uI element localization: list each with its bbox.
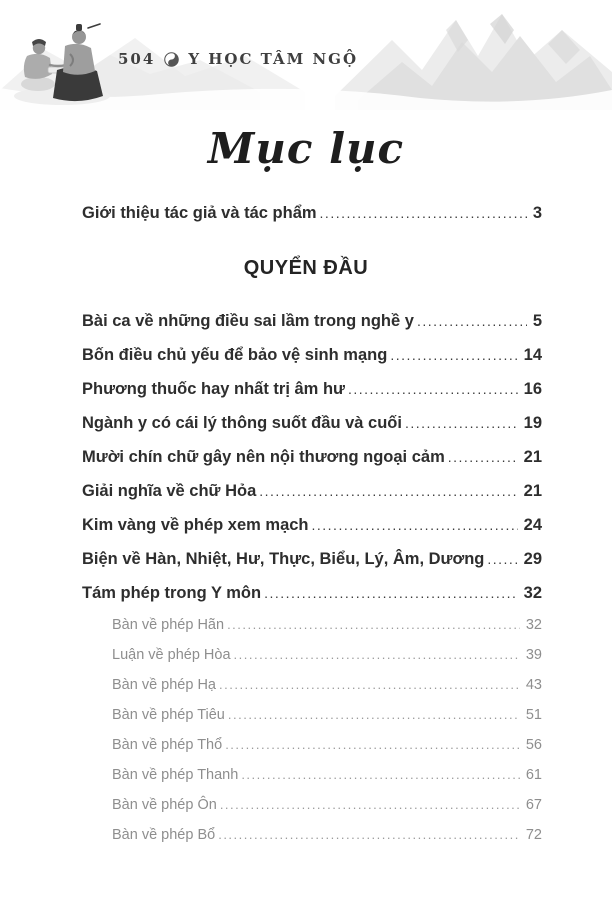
- page-number: 504: [118, 50, 156, 68]
- toc-title: Mục lục: [207, 124, 405, 173]
- toc-entry-page: 39: [525, 647, 542, 663]
- toc-entry-label: Bàn về phép Ôn: [112, 797, 217, 813]
- dot-leader: [448, 440, 518, 474]
- toc-entry-page: 43: [525, 677, 542, 693]
- toc-entry-page: 29: [523, 550, 542, 568]
- toc-entry-label: Bàn về phép Thanh: [112, 767, 239, 783]
- toc-subentry: [0, 760, 612, 790]
- running-header: [118, 50, 358, 68]
- toc-entry-page: 21: [523, 448, 542, 466]
- toc-entry-label: Bàn về phép Hãn: [112, 617, 225, 633]
- toc-entry: [0, 406, 612, 440]
- toc-entry-label: Kim vàng về phép xem mạch: [82, 516, 309, 534]
- toc-entry: [0, 542, 612, 576]
- toc-entry-page: 3: [532, 204, 542, 222]
- dot-leader: [218, 820, 520, 849]
- dot-leader: [228, 700, 520, 729]
- toc-entry-label: Ngành y có cái lý thông suốt đầu và cuối: [82, 414, 402, 432]
- toc-subentry: [0, 640, 612, 670]
- yin-yang-icon: [164, 52, 179, 67]
- book-title: Y HỌC TÂM NGỘ: [188, 50, 359, 68]
- toc-entry-label: Phương thuốc hay nhất trị âm hư: [82, 380, 345, 398]
- toc-entry-page: 24: [523, 516, 542, 534]
- toc-entry: [0, 338, 612, 372]
- toc-entry-page: 67: [525, 797, 542, 813]
- dot-leader: [225, 730, 520, 759]
- toc-entry: [0, 474, 612, 508]
- toc-entry-label: Luận về phép Hòa: [112, 647, 231, 663]
- toc-entry-label: Bàn về phép Hạ: [112, 677, 216, 693]
- toc-entry: [0, 508, 612, 542]
- toc-entry-label: Bài ca về những điều sai lầm trong nghề y: [82, 312, 414, 330]
- toc-subentry: [0, 610, 612, 640]
- toc-entry-page: 32: [523, 584, 542, 602]
- toc-entry-page: 5: [532, 312, 542, 330]
- toc-entry-label: Bàn về phép Tiêu: [112, 707, 225, 723]
- toc-entry: [0, 440, 612, 474]
- toc-entry: [0, 304, 612, 338]
- dot-leader: [264, 576, 518, 610]
- toc-entry-page: 14: [523, 346, 542, 364]
- toc-entry-label: Giải nghĩa về chữ Hỏa: [82, 482, 257, 500]
- page-header: [0, 0, 612, 110]
- toc-entry: [0, 576, 612, 610]
- dot-leader: [219, 670, 520, 699]
- dot-leader: [312, 508, 518, 542]
- toc-entry-label: Bàn về phép Bổ: [112, 827, 216, 843]
- toc-subentry: [0, 670, 612, 700]
- dot-leader: [227, 610, 520, 639]
- dot-leader: [487, 542, 517, 576]
- toc-entry-page: 16: [523, 380, 542, 398]
- toc-subentry: [0, 730, 612, 760]
- toc-entry-page: 21: [523, 482, 542, 500]
- dot-leader: [405, 406, 518, 440]
- toc-entry-label: Biện về Hàn, Nhiệt, Hư, Thực, Biểu, Lý, Âm, Dương: [82, 550, 485, 568]
- toc-entry: [0, 372, 612, 406]
- toc-intro-entry: [0, 201, 612, 225]
- toc-entry-page: 51: [525, 707, 542, 723]
- toc-subentry: [0, 820, 612, 850]
- toc-entry-label: Tám phép trong Y môn: [82, 584, 262, 602]
- toc-entry-label: Bốn điều chủ yếu để bảo vệ sinh mạng: [82, 346, 388, 364]
- toc-entry-page: 56: [525, 737, 542, 753]
- dot-leader: [234, 640, 520, 669]
- toc-list: [0, 304, 612, 850]
- toc-entry-label: Bàn về phép Thổ: [112, 737, 223, 753]
- toc-entry-label: Mười chín chữ gây nên nội thương ngoại cảm: [82, 448, 445, 466]
- toc-subentry: [0, 790, 612, 820]
- toc-entry-page: 19: [523, 414, 542, 432]
- section-heading: QUYỂN ĐẦU: [243, 257, 369, 279]
- dot-leader: [220, 790, 520, 819]
- toc-entry-page: 61: [525, 767, 542, 783]
- pulse-taking-illustration: [4, 8, 124, 108]
- dot-leader: [259, 474, 517, 508]
- toc-subentry: [0, 700, 612, 730]
- dot-leader: [241, 760, 520, 789]
- toc-entry-page: 72: [525, 827, 542, 843]
- toc-entry-label: Giới thiệu tác giả và tác phẩm: [82, 204, 317, 222]
- dot-leader: [320, 201, 527, 225]
- dot-leader: [390, 338, 517, 372]
- toc-entry-page: 32: [525, 617, 542, 633]
- dot-leader: [348, 372, 518, 406]
- dot-leader: [417, 304, 527, 338]
